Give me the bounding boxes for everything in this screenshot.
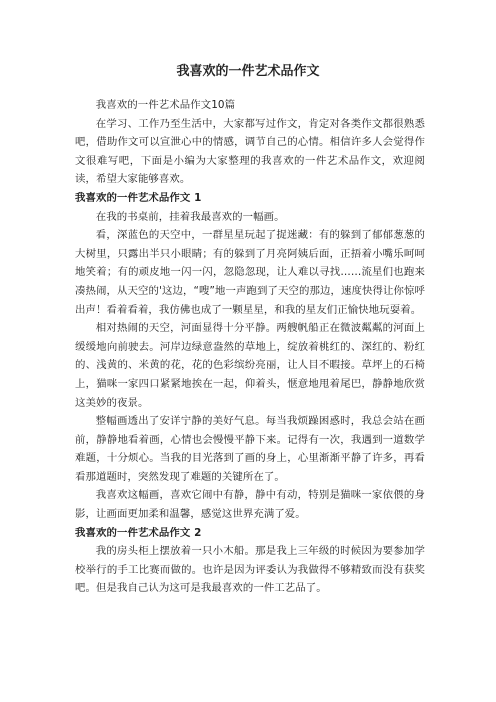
section-heading: 我喜欢的一件艺术品作文 1: [75, 191, 202, 204]
body-paragraph: 我喜欢的一件艺术品作文10篇: [95, 99, 236, 111]
body-paragraph: 在学习、工作乃至生活中，大家都写过作文，肯定对各类作文都很熟悉吧，借助作文可以宣泄心中的情感，调节自己的心情。相信许多人会觉得作文很难写吧，下面是小编为大家整理的我喜欢的一件艺术品作文，欢迎阅读，希望大家能够喜欢。: [75, 117, 425, 186]
document-title: 我喜欢的一件艺术品作文: [176, 64, 320, 79]
body-paragraph: 在我的书桌前，挂着我最喜欢的一幅画。: [95, 210, 285, 223]
document-body: [75, 96, 425, 598]
body-paragraph: 我喜欢这幅画，喜欢它闹中有静，静中有动，特别是猫咪一家依偎的身影，让画面更加柔和温馨，感觉这世界充满了爱。: [75, 489, 425, 521]
body-paragraph: 整幅画透出了安详宁静的美好气息。每当我烦躁困惑时，我总会站在画前，静静地看着画，心情也会慢慢平静下来。记得有一次，我遇到一道数学难题，十分烦心。当我的目光落到了画的身上，心里渐渐平静了许多，再看看那道题时，突然发现了难题的关键所在了。: [75, 415, 425, 483]
section-heading: 我喜欢的一件艺术品作文 2: [75, 526, 202, 539]
body-paragraph: 相对热闹的天空，河面显得十分平静。两艘帆船正在微波粼粼的河面上缓缓地向前驶去。河岸边绿意盎然的草地上，绽放着桃红的、深红的、粉红的、浅黄的、米黄的花，花的色彩缤纷亮丽，让人目不暇接。草坪上的石椅上，猫咪一家四口紧紧地挨在一起，仰着头，惬意地甩着尾巴，静静地欣赏这美妙的夜景。: [75, 322, 425, 409]
body-paragraph: 我的房头柜上摆放着一只小木船。那是我上三年级的时候因为要参加学校举行的手工比赛而做的。也许是因为评委认为我做得不够精致而没有获奖吧。但是我自己认为这可是我最喜欢的一件工艺品了。: [75, 545, 425, 595]
body-paragraph: 看，深蓝色的天空中，一群星星玩起了捉迷藏：有的躲到了郁郁葱葱的大树里，只露出半只小眼睛；有的躲到了月亮阿姨后面，正捂着小嘴乐呵呵地笑着；有的顽皮地一闪一闪，忽隐忽现，让人难以寻找……流星们也跑来凑热闹，从天空的'这边，“嗖”地一声跑到了天空的那边，速度快得让你惊呼出声！看着看着，我仿佛也成了一颗星星，和我的星友们正愉快地玩耍着。: [75, 229, 425, 316]
